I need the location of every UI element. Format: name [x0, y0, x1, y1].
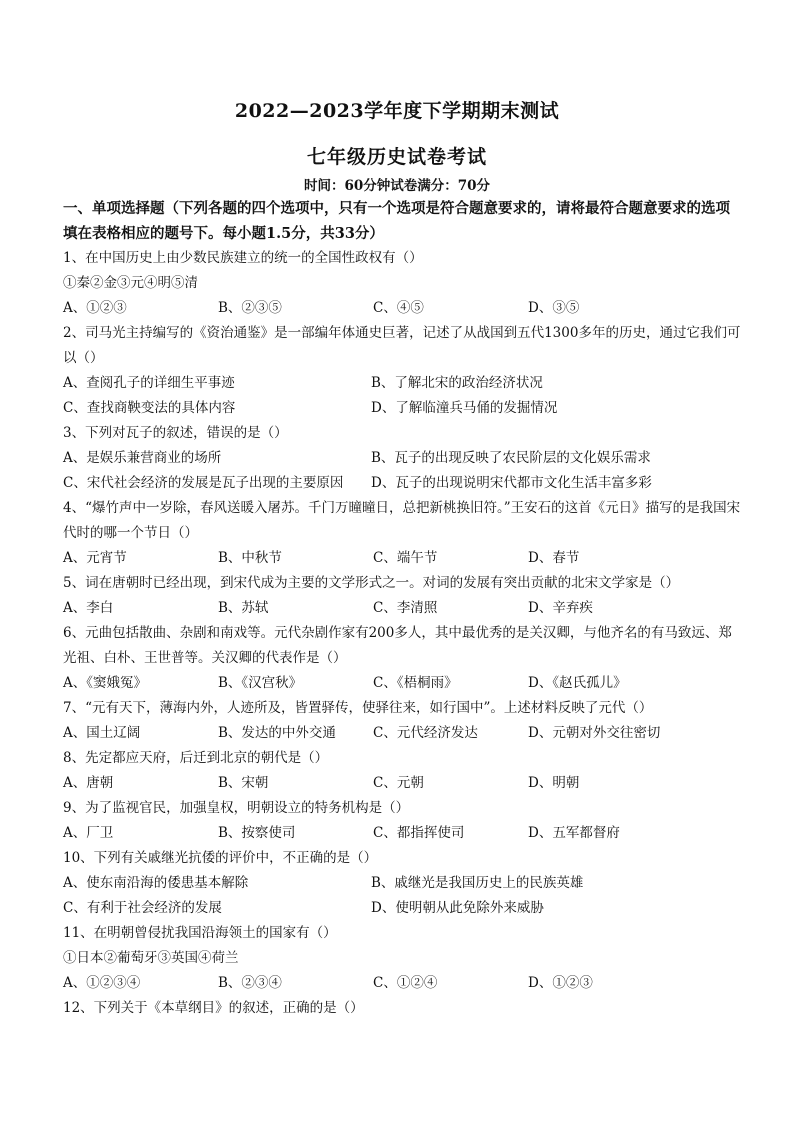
option-b[interactable]: B、按察使司 [218, 825, 296, 841]
option-b[interactable]: B、瓦子的出现反映了农民阶层的文化娱乐需求 [371, 450, 651, 466]
question-1 [63, 246, 743, 321]
option-c[interactable]: C、《梧桐雨》 [373, 675, 458, 691]
question-stem: 9、为了监视官民，加强皇权，明朝设立的特务机构是（） [63, 800, 410, 816]
option-c[interactable]: C、李清照 [373, 600, 438, 616]
option-a[interactable]: A、国土辽阔 [63, 725, 141, 741]
option-row [63, 371, 743, 396]
option-row [63, 296, 743, 321]
option-a[interactable]: A、厂卫 [63, 825, 114, 841]
option-c[interactable]: C、查找商鞅变法的具体内容 [63, 400, 236, 416]
exam-title: 2022—2023学年度下学期期末测试 [234, 100, 560, 122]
option-row [63, 546, 743, 571]
option-d[interactable]: D、《赵氏孤儿》 [528, 675, 627, 691]
option-c[interactable]: C、元朝 [373, 775, 424, 791]
question-sub: ①日本②葡萄牙③英国④荷兰 [63, 950, 239, 966]
section-heading: 一、单项选择题（下列各题的四个选项中，只有一个选项是符合题意要求的，请将最符合题意要求的选项填在表格相应的题号下。每小题1.5分，共33分） [63, 200, 730, 242]
option-a[interactable]: A、元宵节 [63, 550, 127, 566]
option-c[interactable]: C、元代经济发达 [373, 725, 478, 741]
exam-subtitle: 七年级历史试卷考试 [306, 146, 487, 168]
question-3 [63, 421, 743, 496]
question-stem: 8、先定都应天府，后迁到北京的朝代是（） [63, 750, 329, 766]
option-row [63, 446, 743, 471]
option-b[interactable]: B、《汉宫秋》 [218, 675, 303, 691]
question-stem: 3、下列对瓦子的叙述，错误的是（） [63, 425, 288, 441]
option-b[interactable]: B、苏轼 [218, 600, 269, 616]
option-row [63, 871, 743, 896]
option-row [63, 471, 743, 496]
option-row [63, 671, 743, 696]
option-row [63, 596, 743, 621]
option-b[interactable]: B、中秋节 [218, 550, 282, 566]
question-12 [63, 996, 743, 1021]
option-d[interactable]: D、③⑤ [528, 300, 580, 316]
option-d[interactable]: D、明朝 [528, 775, 580, 791]
option-c[interactable]: C、都指挥使司 [373, 825, 465, 841]
question-stem: 11、在明朝曾侵扰我国沿海领土的国家有（） [63, 925, 337, 941]
option-d[interactable]: D、瓦子的出现说明宋代都市文化生活丰富多彩 [371, 475, 652, 491]
option-b[interactable]: B、②③④ [218, 975, 282, 991]
option-a[interactable]: A、使东南沿海的倭患基本解除 [63, 875, 249, 891]
question-stem: 2、司马光主持编写的《资治通鉴》是一部编年体通史巨著，记述了从战国到五代1300多年的历史，通过它我们可以（） [63, 325, 741, 366]
option-row [63, 771, 743, 796]
question-4 [63, 496, 743, 571]
option-a[interactable]: A、①②③ [63, 300, 127, 316]
option-row [63, 821, 743, 846]
question-sub: ①秦②金③元④明⑤清 [63, 275, 198, 291]
question-10 [63, 846, 743, 921]
option-d[interactable]: D、春节 [528, 550, 580, 566]
question-7 [63, 696, 743, 746]
option-a[interactable]: A、李白 [63, 600, 114, 616]
option-d[interactable]: D、了解临潼兵马俑的发掘情况 [371, 400, 558, 416]
option-b[interactable]: B、②③⑤ [218, 300, 282, 316]
option-a[interactable]: A、①②③④ [63, 975, 141, 991]
option-b[interactable]: B、宋朝 [218, 775, 269, 791]
option-d[interactable]: D、辛弃疾 [528, 600, 593, 616]
option-c[interactable]: C、端午节 [373, 550, 438, 566]
question-6 [63, 621, 743, 696]
option-d[interactable]: D、元朝对外交往密切 [528, 725, 661, 741]
option-c[interactable]: C、宋代社会经济的发展是瓦子出现的主要原因 [63, 475, 344, 491]
question-stem: 6、元曲包括散曲、杂剧和南戏等。元代杂剧作家有200多人，其中最优秀的是关汉卿，与他齐名的有马致远、郑光祖、白朴、王世普等。关汉卿的代表作是（） [63, 625, 732, 666]
option-c[interactable]: C、有利于社会经济的发展 [63, 900, 222, 916]
question-stem: 1、在中国历史上由少数民族建立的统一的全国性政权有（） [63, 250, 423, 266]
option-row [63, 896, 743, 921]
question-stem: 12、下列关于《本草纲目》的叙述，正确的是（） [63, 1000, 364, 1016]
option-row [63, 971, 743, 996]
option-a[interactable]: A、《窦娥冤》 [63, 675, 147, 691]
option-d[interactable]: D、使明朝从此免除外来威胁 [371, 900, 544, 916]
question-list [63, 246, 743, 1021]
exam-meta: 时间：60分钟试卷满分：70分 [303, 178, 491, 194]
option-row [63, 721, 743, 746]
option-d[interactable]: D、①②③ [528, 975, 593, 991]
question-9 [63, 796, 743, 846]
question-2 [63, 321, 743, 421]
option-d[interactable]: D、五军都督府 [528, 825, 620, 841]
question-8 [63, 746, 743, 796]
option-row [63, 396, 743, 421]
question-stem: 4、“爆竹声中一岁除，春风送暖入屠苏。千门万曈曈日，总把新桃换旧符。”王安石的这首《元日》描写的是我国宋代时的哪一个节日（） [63, 500, 741, 541]
option-a[interactable]: A、查阅孔子的详细生平事迹 [63, 375, 235, 391]
question-11 [63, 921, 743, 996]
option-a[interactable]: A、唐朝 [63, 775, 114, 791]
question-stem: 7、“元有天下，薄海内外，人迹所及，皆置驿传，使驿往来，如行国中”。上述材料反映了元代（） [63, 700, 653, 716]
option-a[interactable]: A、是娱乐兼营商业的场所 [63, 450, 222, 466]
option-b[interactable]: B、了解北宋的政治经济状况 [371, 375, 543, 391]
option-c[interactable]: C、④⑤ [373, 300, 424, 316]
question-stem: 10、下列有关戚继光抗倭的评价中，不正确的是（） [63, 850, 378, 866]
option-c[interactable]: C、①②④ [373, 975, 438, 991]
question-stem: 5、词在唐朝时已经出现，到宋代成为主要的文学形式之一。对词的发展有突出贡献的北宋文学家是（） [63, 575, 680, 591]
option-b[interactable]: B、发达的中外交通 [218, 725, 336, 741]
question-5 [63, 571, 743, 621]
option-b[interactable]: B、戚继光是我国历史上的民族英雄 [371, 875, 584, 891]
